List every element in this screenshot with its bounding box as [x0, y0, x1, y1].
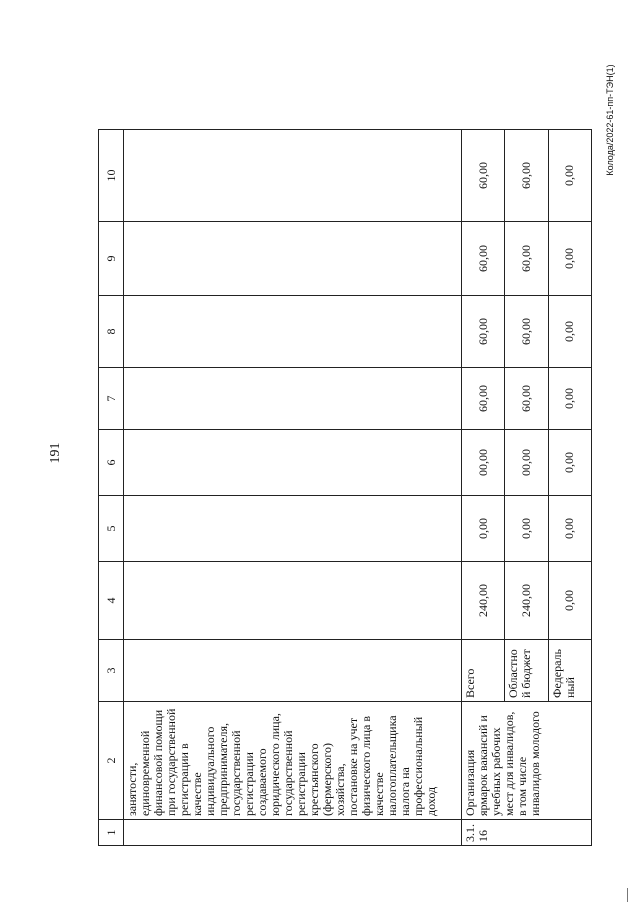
value-cell	[124, 296, 462, 368]
program-table-wrapper	[98, 150, 592, 846]
value-cell: 60,00	[505, 296, 548, 368]
header-cell: 5	[99, 496, 124, 562]
header-cell: 10	[99, 130, 124, 222]
value-cell	[124, 496, 462, 562]
document-code: Колода/2022-61-пп-ТЭН(1)	[605, 64, 615, 176]
value-cell: 60,00	[462, 130, 505, 222]
value-cell: 60,00	[505, 368, 548, 430]
value-cell: 240,00	[505, 562, 548, 640]
row-number-cell	[124, 820, 462, 846]
value-cell: 0,00	[548, 368, 591, 430]
source-cell: Областной бюджет	[505, 640, 548, 702]
header-cell: 7	[99, 368, 124, 430]
header-cell: 4	[99, 562, 124, 640]
value-cell: 0,00	[548, 222, 591, 296]
value-cell: 240,00	[462, 562, 505, 640]
value-cell: 0,00	[548, 130, 591, 222]
header-cell: 8	[99, 296, 124, 368]
description-cell: Организация ярмарок вакансий и учебных рабочих мест для инвалидов, в том числе инвалидов молодого	[462, 702, 592, 820]
value-cell	[124, 430, 462, 496]
scan-edge-mark	[627, 888, 628, 902]
header-cell: 1	[99, 820, 124, 846]
value-cell: 0,00	[505, 496, 548, 562]
value-cell: 60,00	[505, 222, 548, 296]
row-number-cell: 3.1.16	[462, 820, 592, 846]
header-row	[99, 130, 124, 846]
value-cell: 0,00	[548, 562, 591, 640]
header-cell: 6	[99, 430, 124, 496]
value-cell: 0,00	[548, 296, 591, 368]
value-cell	[124, 562, 462, 640]
value-cell: 0,00	[548, 430, 591, 496]
table-row	[462, 130, 505, 846]
header-cell: 2	[99, 702, 124, 820]
value-cell	[124, 222, 462, 296]
value-cell: 00,00	[462, 430, 505, 496]
source-cell	[124, 640, 462, 702]
value-cell: 0,00	[548, 496, 591, 562]
value-cell: 60,00	[505, 130, 548, 222]
header-cell: 3	[99, 640, 124, 702]
value-cell: 60,00	[462, 296, 505, 368]
value-cell: 00,00	[505, 430, 548, 496]
page-number: 191	[48, 442, 63, 464]
source-cell: Федеральный	[548, 640, 591, 702]
value-cell	[124, 368, 462, 430]
header-cell: 9	[99, 222, 124, 296]
value-cell: 60,00	[462, 368, 505, 430]
source-cell: Всего	[462, 640, 505, 702]
table-row	[124, 130, 462, 846]
description-cell: занятости, единовременной финансовой помощи при государственной регистрации в качестве индивидуального предпринимателя, государственной регистрации создаваемого юридического лица, государственной регистрации крестьянского (фермерского) хозяйства, постановке на учет физического лица в качестве налогоплательщика налога на профессиональный доход	[124, 702, 462, 820]
program-table	[98, 129, 592, 846]
value-cell	[124, 130, 462, 222]
value-cell: 60,00	[462, 222, 505, 296]
value-cell: 0,00	[462, 496, 505, 562]
